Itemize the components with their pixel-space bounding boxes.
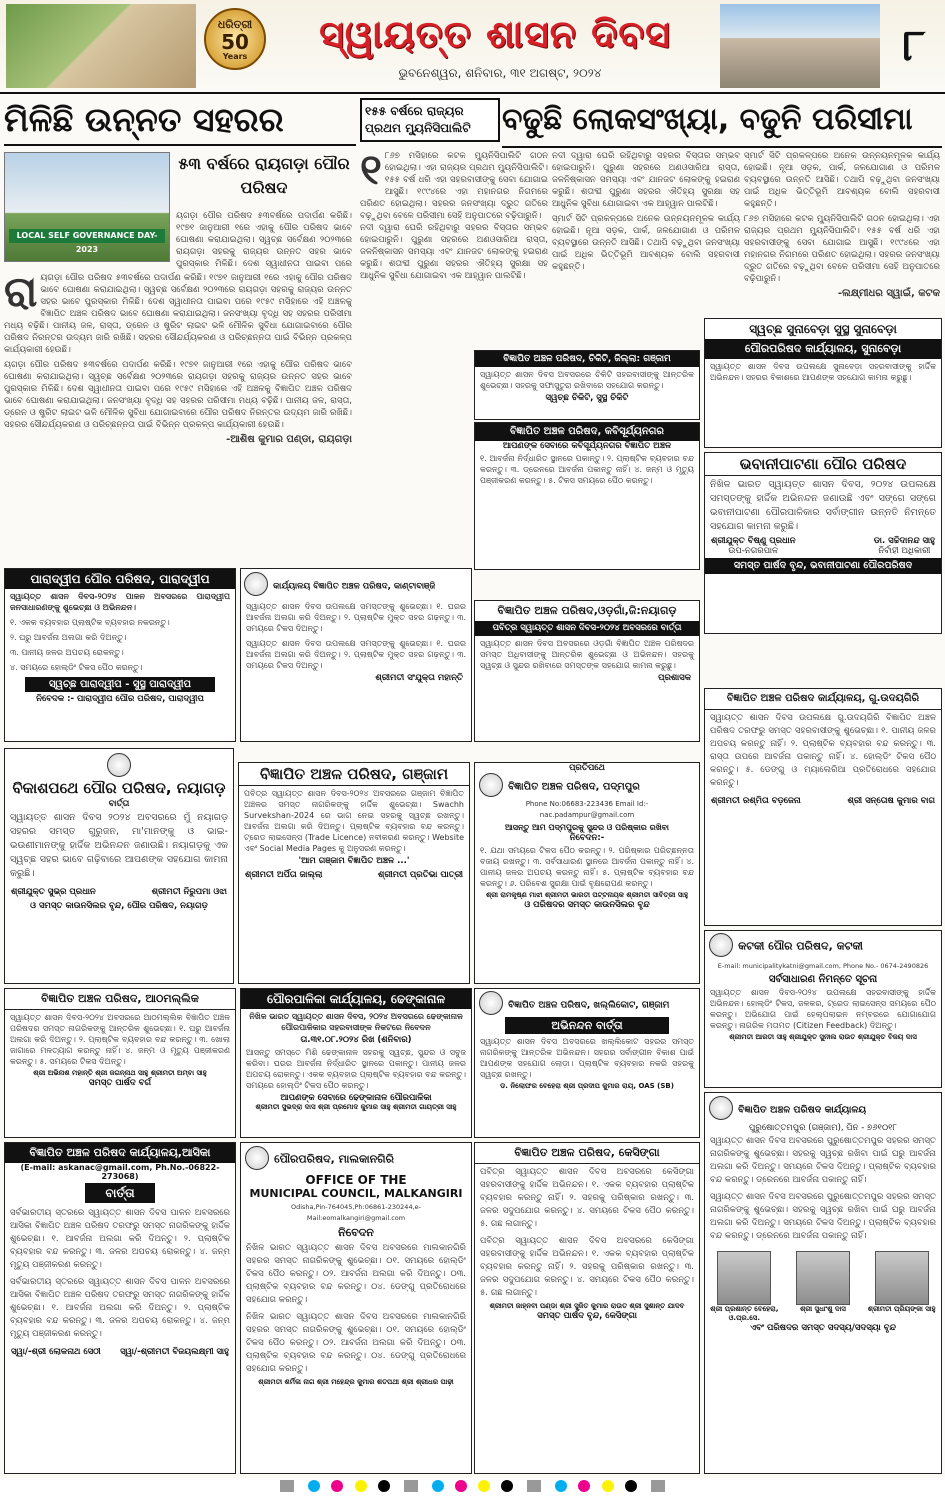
ad-paradip-lead: ସ୍ୱାୟତ୍ତ ଶାସନ ଦିବସ-୨୦୨୪ ପାଳନ ଅବସରରେ ପାରାଦ୍ୱୀପ ଜନସାଧାରଣଙ୍କୁ ଶୁଭେଚ୍ଛା ଓ ଅଭିନନ୍ଦନ। [10,592,230,612]
ad-odagaon-sub: ପବିତ୍ର ସ୍ୱାୟତ୍ତ ଶାସନ ଦିବସ-୨୦୨୪ ଅବସରରେ ବାର୍ତ୍ତା [475,621,699,636]
cyan-dot [432,1480,444,1492]
portrait-2 [796,1251,850,1305]
ad-odagaon [474,600,700,742]
ad-bhawani-sign-left [711,536,796,556]
ad-paradip [4,568,236,742]
yellow-dot [602,1480,614,1492]
ad-dhenkanal-sign: ଶ୍ରୀମତୀ ସୁଭଦ୍ରା ଦାସ ଶ୍ରୀ ପ୍ରମୋଦ କୁମାର ସାହୁ ଶ୍ରୀମତୀ ଗାୟତ୍ରୀ ସାହୁ [255,1103,457,1111]
story-photo [4,152,170,262]
ad-asika-body: ସର୍ବଭାରତୀୟ ସ୍ତରରେ ସ୍ୱାୟତ୍ତ ଶାସନ ଦିବସ ପାଳନ ଅବସରରେ ଆସିକା ବିଜ୍ଞାପିତ ଅଞ୍ଚଳ ପରିଷଦ ତରଫରୁ ସମସ୍ତ ନାଗରିକଙ୍କୁ ହାର୍ଦ୍ଦିକ ଶୁଭେଚ୍ଛା। ୧. ଆବର୍ଜନା ଅଲଗା କରି ଦିଅନ୍ତୁ। ୨. ପ୍ଲାଷ୍ଟିକ ବ୍ୟବହାର ବନ୍ଦ କରନ୍ତୁ। ୩. ଜଳର ଅପଚୟ ରୋକନ୍ତୁ। ୪. ଜନ୍ମ ମୃତ୍ୟୁ ପଞ୍ଜୀକରଣ କରନ୍ତୁ। [10,1208,230,1270]
ad-paradip-p2: ୨. ଘରୁ ଆବର୍ଜନା ଅଲଗା କରି ଦିଅନ୍ତୁ। [10,633,127,642]
logo-top-text: ଧରିତ୍ରୀ [217,17,253,31]
ad-puru-person-3: ଶ୍ରୀମତୀ ପ୍ରିୟଙ୍କା ସାହୁ [867,1305,936,1313]
emblem-icon [709,1096,733,1120]
ad-chikiti-title: ବିଜ୍ଞାପିତ ଅଞ୍ଚଳ ପରିଷଦ, ଚିକିଟି, ଜିଲ୍ଲା: ଗଞ୍ଜାମ [475,351,699,367]
anniversary-logo [204,8,266,70]
ad-udayagiri-sign-right: ଶ୍ରୀ ସନ୍ତୋଷ କୁମାର ବାଗ [847,796,935,806]
ad-kantabanji-title: କାର୍ଯ୍ୟାଳୟ ବିଜ୍ଞାପିତ ଅଞ୍ଚଳ ପରିଷଦ, କାଣ୍ଟାବାଞ୍ଜି [273,581,436,592]
ad-khallikot-sign: ଡ. ନିଲୋଫର ବେହେରା ଶ୍ରୀ ପ୍ରଦୀପ କୁମାର ରାୟ, OAS (SB) [500,1082,674,1090]
ad-puru-person-2: ଶ୍ରୀ ସୁଧାଂଶୁ ଦାସ [800,1305,846,1313]
ad-bhawanipatna [704,452,942,634]
ad-kesinga-body2: ପବିତ୍ର ସ୍ୱାୟତ୍ତ ଶାସନ ଦିବସ ଅବସରରେ କେସିଙ୍ଗା ସହରବାସୀଙ୍କୁ ହାର୍ଦ୍ଦିକ ଅଭିନନ୍ଦନ। ୧. ଏକକ ବ୍ୟବହାର ପ୍ଲାଷ୍ଟିକ ବ୍ୟବହାର କରନ୍ତୁ ନାହିଁ। ୨. ସହରକୁ ପରିଷ୍କାର ରଖନ୍ତୁ। ୩. ଜଳର ସଦୁପଯୋଗ କରନ୍ତୁ। ୪. ସମୟରେ ଟିକସ ପୈଠ କରନ୍ତୁ। ୫. ଗଛ ଲଗାନ୍ତୁ। [480,1236,694,1298]
headline-left: ମିଳିଛି ଉନ୍ନତ ସହରର [4,94,356,146]
yellow-dot [478,1480,490,1492]
portrait-1 [717,1251,771,1305]
ad-kantabanji [240,568,472,742]
black-dot [501,1480,513,1492]
ad-katni-header [705,931,941,959]
story-left-text-cont: ୟଗଡ଼ା ପୌର ପରିଷଦ ୫୩ବର୍ଷରେ ପଦାର୍ପଣ କରିଛି। ୧୯୭୧ ଜାନୁଆରୀ ୧ରେ ଏହାକୁ ପୌର ପରିଷଦ ଭାବେ ଘୋଷଣା କରାଯାଇଥିଲା। ସ୍ୱଚ୍ଛ ସର୍ବେକ୍ଷଣ ୨୦୨୩ରେ ରାୟଗଡ଼ା ସହରକୁ ରାଜ୍ୟର ଉନ୍ନତ ସହର ଭାବେ ପୁରସ୍କାର ମିଳିଛି। ଦେଶ ସ୍ୱାଧୀନତା ପାଇବା ପରେ ୧୯୫୯ ମସିହାରେ ଏହି ଅଞ୍ଚଳକୁ ବିଜ୍ଞାପିତ ଅଞ୍ଚଳ ପରିଷଦ ଭାବେ ଘୋଷଣା କରାଯାଇଥିଲା। ଜନସଂଖ୍ୟା ବୃଦ୍ଧି ସହ ସହରର ପରିସୀମା ମଧ୍ୟ ବଢ଼ିଛି। ପାନୀୟ ଜଳ, ରାସ୍ତା, ଡ୍ରେନ ଓ ଷ୍ଟ୍ରିଟ ଲାଇଟ ଭଳି ମୌଳିକ ସୁବିଧା ଯୋଗାଇବାରେ ପୌର ପରିଷଦ ନିରନ୍ତର ଉଦ୍ୟମ ଜାରି ରଖିଛି। ସହରର ସୌନ୍ଦର୍ଯ୍ୟକରଣ ଓ ପରିଚ୍ଛନ୍ନତା ପାଇଁ ବିଭିନ୍ନ ପ୍ରକଳ୍ପ କାର୍ଯ୍ୟକାରୀ ହେଉଛି। [4,360,352,430]
ad-puru-person-1: ଶ୍ରୀ ପ୍ରଶାନ୍ତ ବେହେରା, ଓ.ପ୍ର.ସେ. [710,1305,779,1322]
ad-khallikot-body: ସ୍ୱାୟତ୍ତ ଶାସନ ଦିବସ ଅବସରରେ ଖଲ୍ଲିକୋଟ ସହରର ସମସ୍ତ ନାଗରିକଙ୍କୁ ଆନ୍ତରିକ ଅଭିନନ୍ଦନ। ସହରର ସର୍ବାଙ୍ଗୀନ ବିକାଶ ପାଇଁ ଆପଣଙ୍କ ସହଯୋଗ ଲୋଡ଼ା। ପ୍ଲାଷ୍ଟିକ ବ୍ୟବହାର ନକରି ସହରକୁ ସ୍ୱଚ୍ଛ ରଖନ୍ତୁ। [480,1037,694,1079]
ad-udayagiri [704,688,942,926]
ad-padampur-heading: ନିବେଦନ:- [569,833,605,843]
ad-puru-body: ସ୍ୱାୟତ୍ତ ଶାସନ ଦିବସ ଅବସରରେ ପୁରୁଷୋତ୍ତମପୁର ସହରର ସମସ୍ତ ନାଗରିକଙ୍କୁ ଶୁଭେଚ୍ଛା। ସହରକୁ ସ୍ୱଚ୍ଛ ରଖିବା ପାଇଁ ଘରୁ ଆବର୍ଜନା ଅଲଗା କରି ଦିଅନ୍ତୁ। ସମୟରେ ଟିକସ ଦିଅନ୍ତୁ। ପ୍ଲାଷ୍ଟିକ ବ୍ୟବହାର ବନ୍ଦ କରନ୍ତୁ। ଡ୍ରେନରେ ଆବର୍ଜନା ପକାନ୍ତୁ ନାହିଁ। [710,1136,936,1185]
ad-udayagiri-signs [705,792,941,810]
ad-kabisuryanagar [474,422,700,570]
ad-odagaon-signature: ପ୍ରଶାସକ [658,673,691,683]
ad-nayagarh-emblem-wrap [5,749,233,777]
portrait-3 [875,1251,929,1305]
ad-athmallik [4,988,236,1138]
masthead [0,0,945,92]
ad-ganjam-signs [239,866,469,884]
ad-asika-body2: ସର୍ବଭାରତୀୟ ସ୍ତରରେ ସ୍ୱାୟତ୍ତ ଶାସନ ଦିବସ ପାଳନ ଅବସରରେ ଆସିକା ବିଜ୍ଞାପିତ ଅଞ୍ଚଳ ପରିଷଦ ତରଫରୁ ସମସ୍ତ ନାଗରିକଙ୍କୁ ହାର୍ଦ୍ଦିକ ଶୁଭେଚ୍ଛା। ୧. ଆବର୍ଜନା ଅଲଗା କରି ଦିଅନ୍ତୁ। ୨. ପ୍ଲାଷ୍ଟିକ ବ୍ୟବହାର ବନ୍ଦ କରନ୍ତୁ। ୩. ଜଳର ଅପଚୟ ରୋକନ୍ତୁ। ୪. ଜନ୍ମ ମୃତ୍ୟୁ ପଞ୍ଜୀକରଣ କରନ୍ତୁ। [10,1277,230,1339]
ad-puru-sub: ପୁରୁଷୋତ୍ତମପୁର (ଗଞ୍ଜାମ), ପିନ - ୭୬୧୦୧୮ [749,1123,897,1133]
ad-nayagarh-body: ସ୍ୱାୟତ୍ତ ଶାସନ ଦିବସ ୨୦୨୪ ଅବସରରେ ମୁଁ ନୟାଗଡ଼ ସହରର ସମସ୍ତ ଗୁରୁଜନ, ମା'ମାନଙ୍କୁ ଓ ଭାଇ-ଭଉଣୀମାନଙ୍କୁ ହାର୍ଦ୍ଦିକ ଅଭିନନ୍ଦନ ଜଣାଉଛି। ନୟାଗଡ଼କୁ ଏକ ସ୍ୱଚ୍ଛ ସହର ଭାବେ ଗଢ଼ିବାରେ ଆପଣଙ୍କ ସହଯୋଗ କାମନା କରୁଛି। [10,812,228,879]
ad-asika-sign-right: ସ୍ୱା/-ଶ୍ରୀମତୀ ବିଜୟଲକ୍ଷ୍ମୀ ସାହୁ [120,1347,229,1357]
ad-bhawani-sign-left-name: ଶ୍ରୀଯୁକ୍ତ ବିଷ୍ଣୁ ପ୍ରଧାନ [711,536,796,546]
emblem-icon [245,1146,269,1170]
emblem-icon [709,933,733,957]
ad-kesinga-title: ବିଜ୍ଞାପିତ ଅଞ୍ଚଳ ପରିଷଦ, କେସିଙ୍ଗା [475,1143,699,1164]
ad-malkangiri-body: ନିଖିଳ ଭାରତ ସ୍ୱାୟତ୍ତ ଶାସନ ଦିବସ ଅବସରରେ ମାଲକାନଗିରି ସହରର ସମସ୍ତ ନାଗରିକଙ୍କୁ ଶୁଭେଚ୍ଛା। ୦୧. ସମୟରେ ହୋଲ୍ଡିଂ ଟିକସ ପୈଠ କରନ୍ତୁ। ୦୨. ଆବର୍ଜନା ଅଲଗା କରି ଦିଅନ୍ତୁ। ୦୩. ପ୍ଲାଷ୍ଟିକ ବ୍ୟବହାର ବନ୍ଦ କରନ୍ତୁ। ୦୪. ଡେଙ୍ଗୁ ପ୍ରତିରୋଧରେ ସହଯୋଗ କରନ୍ତୁ। [246,1243,466,1305]
ad-bhawani-sign-right-name: ଡା. ସଚ୍ଚିଦାନନ୍ଦ ସାହୁ [873,536,935,546]
ad-ganjam-sign-left: ଶ୍ରୀମତୀ ଅର୍ପିତା ଜାଲ୍ଲା [245,870,323,880]
ad-dhenkanal [240,988,472,1138]
ad-padampur-signature: ଶ୍ରୀ ରାମକୃଷ୍ଣ ମାଝୀ ଶ୍ରୀମତୀ ଭାରତୀ ପଟ୍ଟନାୟକ ଶ୍ରୀମତୀ ସାବିତ୍ରୀ ସାହୁ [485,891,689,899]
ad-kantabanji-header [241,569,471,599]
story-right-byline: -ଲକ୍ଷ୍ମୀଧର ସ୍ୱାଇଁ, କଟକ [837,288,940,299]
ad-paradip-p4: ୪. ସମୟରେ ହୋଲ୍ଡିଂ ଟିକସ ପୈଠ କରନ୍ତୁ। [10,663,143,672]
ad-katni-sign: ଶ୍ରୀମତୀ ଆରତୀ ସାହୁ ଶ୍ରୀଯୁକ୍ତ ସୁନୀଲ ରାଉତ ଶ୍ରୀଯୁକ୍ତ ବିଜୟ ଦାସ [729,1033,917,1041]
ad-puru-footer: ଏବଂ ପରିଷଦର ସମସ୍ତ ସଦସ୍ୟ/ସଦସ୍ୟା ବୃନ୍ଦ [750,1323,896,1333]
ad-dhenkanal-body: ଆସନ୍ତୁ ସମସ୍ତେ ମିଶି ଢେଙ୍କାନାଳ ସହରକୁ ସ୍ୱଚ୍ଛ, ସୁନ୍ଦର ଓ ସବୁଜ କରିବା। ଘରର ଆବର୍ଜନା ନିର୍ଦ୍ଧାରିତ ସ୍ଥାନରେ ପକାନ୍ତୁ। ପାନୀୟ ଜଳର ଅପଚୟ ରୋକନ୍ତୁ। ଏକକ ବ୍ୟବହାର ପ୍ଲାଷ୍ଟିକ ବ୍ୟବହାର ବନ୍ଦ କରନ୍ତୁ। ସମୟରେ ହୋଲ୍ଡିଂ ଟିକସ ପୈଠ କରନ୍ତୁ। [246,1048,466,1090]
ad-khallikot-header [475,989,699,1017]
ad-athmallik-body: ସ୍ୱାୟତ୍ତ ଶାସନ ଦିବସ-୨୦୨୪ ଅବସରରେ ଆଠମଲ୍ଲିକ ବିଜ୍ଞାପିତ ଅଞ୍ଚଳ ପରିଷଦର ସମସ୍ତ ନାଗରିକଙ୍କୁ ଆନ୍ତରିକ ଶୁଭେଚ୍ଛା। ୧. ଘରୁ ଆବର୍ଜନା ଅଲଗା କରି ଦିଅନ୍ତୁ। ୨. ପ୍ଲାଷ୍ଟିକ ବ୍ୟବହାର ବନ୍ଦ କରନ୍ତୁ। ୩. ଖୋଲା ଜାଗାରେ ମଳତ୍ୟାଗ କରନ୍ତୁ ନାହିଁ। ୪. ଜନ୍ମ ଓ ମୃତ୍ୟୁ ପଞ୍ଜୀକରଣ କରନ୍ତୁ। ୫. ସମୟରେ ଟିକସ ଦିଅନ୍ତୁ। [10,1013,230,1066]
emblem-icon [479,991,503,1015]
ad-chikiti-body: ସ୍ୱାୟତ୍ତ ଶାସନ ଦିବସ ଅବସରରେ ଚିକିଟି ସହରବାସୀଙ୍କୁ ଆନ୍ତରିକ ଶୁଭେଚ୍ଛା। ସହରକୁ ସଫାସୁତୁରା ରଖିବାରେ ସହଯୋଗ କରନ୍ତୁ। [480,370,694,390]
emblem-icon [244,572,268,596]
story-left-text: ୟଗଡ଼ା ପୌର ପରିଷଦ ୫୩ବର୍ଷରେ ପଦାର୍ପଣ କରିଛି। ୧୯୭୧ ଜାନୁଆରୀ ୧ରେ ଏହାକୁ ପୌର ପରିଷଦ ଭାବେ ଘୋଷଣା କରାଯାଇଥିଲା। ସ୍ୱଚ୍ଛ ସର୍ବେକ୍ଷଣ ୨୦୨୩ରେ ରାୟଗଡ଼ା ସହରକୁ ରାଜ୍ୟର ଉନ୍ନତ ସହର ଭାବେ ପୁରସ୍କାର ମିଳିଛି। ଦେଶ ସ୍ୱାଧୀନତା ପାଇବା ପରେ ୧୯୫୯ ମସିହାରେ ଏହି ଅଞ୍ଚଳକୁ ବିଜ୍ଞାପିତ ଅଞ୍ଚଳ ପରିଷଦ ଭାବେ ଘୋଷଣା କରାଯାଇଥିଲା। ଜନସଂଖ୍ୟା ବୃଦ୍ଧି ସହ ସହରର ପରିସୀମା ମଧ୍ୟ ବଢ଼ିଛି। ପାନୀୟ ଜଳ, ରାସ୍ତା, ଡ୍ରେନ ଓ ଷ୍ଟ୍ରିଟ ଲାଇଟ ଭଳି ମୌଳିକ ସୁବିଧା ଯୋଗାଇବାରେ ପୌର ପରିଷଦ ନିରନ୍ତର ଉଦ୍ୟମ ଜାରି ରଖିଛି। ସହରର ସୌନ୍ଦର୍ଯ୍ୟକରଣ ଓ ପରିଚ୍ଛନ୍ନତା ପାଇଁ ବିଭିନ୍ନ ପ୍ରକଳ୍ପ କାର୍ଯ୍ୟକାରୀ ହେଉଛି। [4,273,352,355]
story-right-col2-text: ନଦୀ ଦ୍ୱାରା ଘେରି ରହିଥିବାରୁ ସହରର ବିସ୍ତାର ସମ୍ଭବ ହୋଇପାରୁନି। ପୁରୁଣା ସହରରେ ଅଣଓସାରିଆ ରାସ୍ତା, ଜଳନିଷ୍କାସନ ସମସ୍ୟା ଏବଂ ଯାନଜଟ ଲୋକଙ୍କୁ ହଇରାଣ କରୁଛି। ଶତାବ୍ଦୀ ପୁରୁଣା ସହରର ଐତିହ୍ୟ ସୁରକ୍ଷା ସହ ଆଧୁନିକ ସୁବିଧା ଯୋଗାଇବା ଏକ ଆହ୍ୱାନ ପାଲଟିଛି। [552,151,740,209]
ad-malkangiri-body2: ନିଖିଳ ଭାରତ ସ୍ୱାୟତ୍ତ ଶାସନ ଦିବସ ଅବସରରେ ମାଲକାନଗିରି ସହରର ସମସ୍ତ ନାଗରିକଙ୍କୁ ଶୁଭେଚ୍ଛା। ୦୧. ସମୟରେ ହୋଲ୍ଡିଂ ଟିକସ ପୈଠ କରନ୍ତୁ। ୦୨. ଆବର୍ଜନା ଅଲଗା କରି ଦିଅନ୍ତୁ। ୦୩. ପ୍ଲାଷ୍ଟିକ ବ୍ୟବହାର ବନ୍ଦ କରନ୍ତୁ। ୦୪. ଡେଙ୍ଗୁ ପ୍ରତିରୋଧରେ ସହଯୋଗ କରନ୍ତୁ। [246,1312,466,1374]
magenta-dot [578,1480,590,1492]
ad-malkangiri-contact: Odisha,Pin-764045,Ph:06861-230244,e-Mail:eomalkangiri@gmail.com [290,1203,421,1222]
ad-ganjam-sign-right: ଶ୍ରୀମତୀ ପ୍ରତିଭା ପାତ୍ରୀ [378,870,463,880]
ad-asika-sign-left: ସ୍ୱା/-ଶ୍ରୀ ଲୋକନାଥ ସେଠୀ [11,1347,101,1357]
dropcap-right: ୧ [360,150,382,194]
headline-right: ବଢୁଛି ଲୋକସଂଖ୍ୟା, ବଢୁନି ପରିସୀମା [502,102,913,137]
ad-malkangiri-sub: ନିବେଦନ [338,1226,374,1239]
ad-bhawani-sign-left-role: ଉପ-ନଗରପାଳ [728,546,779,556]
cyan-dot [555,1480,567,1492]
ad-athmallik-footer: ସମସ୍ତ ପାର୍ଷଦ ବର୍ଗ [88,1078,152,1088]
ad-khallikot [474,988,700,1138]
ad-puru-photos [705,1251,941,1305]
ad-kesinga-body: ପବିତ୍ର ସ୍ୱାୟତ୍ତ ଶାସନ ଦିବସ ଅବସରରେ କେସିଙ୍ଗା ସହରବାସୀଙ୍କୁ ହାର୍ଦ୍ଦିକ ଅଭିନନ୍ଦନ। ୧. ଏକକ ବ୍ୟବହାର ପ୍ଲାଷ୍ଟିକ ବ୍ୟବହାର କରନ୍ତୁ ନାହିଁ। ୨. ସହରକୁ ପରିଷ୍କାର ରଖନ୍ତୁ। ୩. ଜଳର ସଦୁପଯୋଗ କରନ୍ତୁ। ୪. ସମୟରେ ଟିକସ ପୈଠ କରନ୍ତୁ। ୫. ଗଛ ଲଗାନ୍ତୁ। [480,1167,694,1229]
ad-paradip-slogan: ସ୍ୱଚ୍ଛ ପାରାଦ୍ୱୀପ - ସୁସ୍ଥ ପାରାଦ୍ୱୀପ [25,677,215,692]
ad-udayagiri-sign-left: ଶ୍ରୀମତୀ ରଶ୍ମିତା ବଡ଼ଜେନା [711,796,801,806]
story-left-intro-text: ୟଗଡ଼ା ପୌର ପରିଷଦ ୫୩ବର୍ଷରେ ପଦାର୍ପଣ କରିଛି। ୧୯୭୧ ଜାନୁଆରୀ ୧ରେ ଏହାକୁ ପୌର ପରିଷଦ ଭାବେ ଘୋଷଣା କରାଯାଇଥିଲା। ସ୍ୱଚ୍ଛ ସର୍ବେକ୍ଷଣ ୨୦୨୩ରେ ରାୟଗଡ଼ା ସହରକୁ ରାଜ୍ୟର ଉନ୍ନତ ସହର ଭାବେ ପୁରସ୍କାର ମିଳିଛି। ଦେଶ ସ୍ୱାଧୀନତା ପାଇବା ପରେ [176,211,352,269]
ad-nayagarh [4,748,234,984]
ad-padampur-sub: ଆସନ୍ତୁ ଆମ ପଦ୍ମପୁରକୁ ସୁନ୍ଦର ଓ ପରିଷ୍କାର ରଖିବା [505,823,669,832]
ad-malkangiri-title-en1: OFFICE OF THE [305,1173,407,1187]
ad-kabi-body: ୧. ଆବର୍ଜନା ନିର୍ଦ୍ଧାରିତ ସ୍ଥାନରେ ପକାନ୍ତୁ। ୨. ପ୍ଲାଷ୍ଟିକ ବ୍ୟବହାର ବନ୍ଦ କରନ୍ତୁ। ୩. ଡ୍ରେନରେ ଆବର୍ଜନା ପକାନ୍ତୁ ନାହିଁ। ୪. ଜନ୍ମ ଓ ମୃତ୍ୟୁ ପଞ୍ଜୀକରଣ କରନ୍ତୁ। ୫. ଟିକସ ସମୟରେ ପୈଠ କରନ୍ତୁ। [480,454,694,485]
ad-sunabeda [704,318,942,448]
ad-dhenkanal-sub: ନିଖିଳ ଭାରତ ସ୍ୱାୟତ୍ତ ଶାସନ ଦିବସ, ୨୦୨୪ ଅବସରରେ ଢେଙ୍କାନାଳ ପୌରପାଳିକାର ସହରବାସୀଙ୍କ ନିକଟରେ ନିବେଦନ [249,1012,463,1032]
cyan-dot [308,1480,320,1492]
ad-purushottampur [704,1092,942,1474]
ad-athmallik-title: ବିଜ୍ଞାପିତ ଅଞ୍ଚଳ ପରିଷଦ, ଆଠମଲ୍ଲିକ [5,989,235,1010]
ad-nayagarh-sign-left: ଶ୍ରୀଯୁକ୍ତ ସୁଭ୍ର ପ୍ରଧାନ [11,887,96,897]
ad-padampur-top: ପ୍ରତିପଥେ [569,763,605,773]
headline-kicker: ୧୫୫ ବର୍ଷରେ ରାଜ୍ୟର ପ୍ରଥମ ମ୍ୟୁନିସିପାଲିଟି [360,98,500,142]
story-right-col1-text: ୮୬୭ ମସିହାରେ କଟକ ମ୍ୟୁନିସିପାଲିଟି ଗଠନ ହୋଇଥିଲା। ଏହା ରାଜ୍ୟର ପ୍ରଥମ ମ୍ୟୁନିସିପାଲିଟି। ୧୫୫ ବର୍ଷ ଧରି ଏହା ସହରବାସୀଙ୍କୁ ସେବା ଯୋଗାଇ ଆସୁଛି। ୧୯୯୪ରେ ଏହା ମହାନଗର ନିଗମରେ ପରିଣତ ହୋଇଥିଲା। ସହରର ଜନସଂଖ୍ୟା ଦ୍ରୁତ ଗତିରେ ବଢ଼ୁଥିବା ବେଳେ ପରିସୀମା ସେହି ଅନୁପାତରେ ବଢ଼ିପାରୁନି। [360,151,548,221]
ad-katni [704,930,942,1088]
ad-kantabanji-signature: ଶ୍ରୀମତୀ ସଂଯୁକ୍ତା ମହାନ୍ତି [375,673,463,683]
page-number: ୮ [902,20,926,71]
ad-chikiti-slogan: ସ୍ୱଚ୍ଛ ଚିକିଟି, ସୁସ୍ଥ ଚିକିଟି [545,393,629,403]
ad-malkangiri-title-en2: MUNICIPAL COUNCIL, MALKANGIRI [249,1187,463,1200]
ad-udayagiri-body: ସ୍ୱାୟତ୍ତ ଶାସନ ଦିବସ ଉପଲକ୍ଷେ ଗୁ.ଉଦୟଗିରି ବିଜ୍ଞାପିତ ଅଞ୍ଚଳ ପରିଷଦ ତରଫରୁ ସମସ୍ତ ସହରବାସୀଙ୍କୁ ଶୁଭେଚ୍ଛା। ୧. ପାନୀୟ ଜଳର ଅପଚୟ କରନ୍ତୁ ନାହିଁ। ୨. ପ୍ଲାଷ୍ଟିକ ବ୍ୟବହାର ବନ୍ଦ କରନ୍ତୁ। ୩. ରାସ୍ତା ଉପରେ ଆବର୍ଜନା ପକାନ୍ତୁ ନାହିଁ। ୪. ହୋଲ୍ଡିଂ ଟିକସ ପୈଠ କରନ୍ତୁ। ୫. ଡେଙ୍ଗୁ ଓ ମ୍ୟାଲେରିଆ ପ୍ରତିରୋଧରେ ସହଯୋଗ କରନ୍ତୁ। [710,713,936,788]
masthead-photo-left [6,4,196,88]
story-right-col3 [744,150,940,345]
ad-asika-sub: ବାର୍ତ୍ତା [85,1183,155,1203]
logo-number: 50 [221,29,249,54]
photo-banner: LOCAL SELF GOVERNANCE DAY-2023 [9,229,165,243]
ad-dhenkanal-title: ପୌରପାଳିକା କାର୍ଯ୍ୟାଳୟ, ଢେଙ୍କାନାଳ [241,989,471,1009]
ad-asika-title: ବିଜ୍ଞାପିତ ଅଞ୍ଚଳ ପରିଷଦ କାର୍ଯ୍ୟାଳୟ,ଆସିକା [5,1143,235,1163]
gray-block [280,1480,294,1492]
dropcap: ରା [4,272,38,316]
ad-paradip-signature: ନିବେଦକ :- ପାରାଦ୍ୱୀପ ପୌର ପରିଷଦ, ପାରାଦ୍ୱୀପ [36,694,204,704]
ad-udayagiri-title: ବିଜ୍ଞାପିତ ଅଞ୍ଚଳ ପରିଷଦ କାର୍ଯ୍ୟାଳୟ, ଗୁ.ଉଦୟଗିରି [705,689,941,710]
ad-dhenkanal-date: ତା.୩୧.୦୮.୨୦୨୪ ରିଖ (ଶନିବାର) [300,1035,412,1045]
ad-padampur-title: ବିଜ୍ଞାପିତ ଅଞ୍ଚଳ ପରିଷଦ, ପଦ୍ମପୁର [508,781,640,793]
gray-block [651,1480,665,1492]
ad-katni-body: ସ୍ୱାୟତ୍ତ ଶାସନ ଦିବସ-୨୦୨୪ ଉପଲକ୍ଷେ ସହରବାସୀଙ୍କୁ ହାର୍ଦ୍ଦିକ ଅଭିନନ୍ଦନ। ହୋଲ୍ଡିଂ ଟିକସ, ଜଳକର, ଟ୍ରେଡ ଲାଇସେନ୍ସ ସମୟରେ ପୈଠ କରନ୍ତୁ। ଅଭିଯୋଗ ପାଇଁ ହେଲ୍ପଲାଇନ ନମ୍ବରରେ ଯୋଗାଯୋଗ କରନ୍ତୁ। ନାଗରିକ ମତାମତ (Citizen Feedback) ଦିଅନ୍ତୁ। [710,988,936,1030]
ad-sunabeda-slogan: ସ୍ୱଚ୍ଛ ସୁନାବେଡ଼ା ସୁସ୍ଥ ସୁନାବେଡ଼ା [749,322,897,336]
ad-asika [4,1142,236,1474]
ad-kesinga [474,1142,700,1474]
ad-khallikot-sub: ଅଭିନନ୍ଦନ ବାର୍ତ୍ତା [505,1017,669,1034]
story-right-col2-cont: ସ୍ମାର୍ଟ ସିଟି ପ୍ରକଳ୍ପରେ ଅନେକ ଉନ୍ନୟନମୂଳକ କାର୍ଯ୍ୟ ହୋଇଛି। ନୂଆ ସଡ଼କ, ପାର୍କ, ଜଳଯୋଗାଣ ଓ ପରିମଳ ବ୍ୟବସ୍ଥାରେ ଉନ୍ନତି ଆସିଛି। ତଥାପି ବଢ଼ୁଥିବା ଜନସଂଖ୍ୟା ପାଇଁ ଅଧିକ ଭିତ୍ତିଭୂମି ଆବଶ୍ୟକ ବୋଲି ସହରବାସୀ କହୁଛନ୍ତି। [552,214,740,272]
magenta-dot [331,1480,343,1492]
ad-athmallik-sign: ଶ୍ରୀ ଅଭିନାଶ ମହାନ୍ତି ଶ୍ରୀ ଜଗନ୍ନାଥ ସାହୁ ଶ୍ରୀମତୀ ଅମ୍ବା ସାହୁ [33,1069,207,1077]
page-title: ସ୍ୱାୟତ୍ତ ଶାସନ ଦିବସ [319,12,671,56]
ad-ganjam-slogan: 'ଆମ ଗଞ୍ଜାମ ବିଜ୍ଞାପିତ ଅଞ୍ଚଳ ...' [298,856,410,866]
story-left-byline: -ଆଶିଷ କୁମାର ପଣ୍ଡା, ରାୟଗଡ଼ା [226,434,352,445]
ad-malkangiri-header [241,1143,471,1173]
ad-chikiti [474,350,700,420]
ad-paradip-p3: ୩. ପାନୀୟ ଜଳର ଅପଚୟ ରୋକନ୍ତୁ। [10,648,124,657]
dateline: ଭୁବନେଶ୍ୱର, ଶନିବାର, ୩୧ ଅଗଷ୍ଟ, ୨୦୨୪ [398,66,602,80]
ad-puru-title: ବିଜ୍ଞାପିତ ଅଞ୍ଚଳ ପରିଷଦ କାର୍ଯ୍ୟାଳୟ [738,1104,867,1116]
ad-kabi-title: ବିଜ୍ଞାପିତ ଅଞ୍ଚଳ ପରିଷଦ, କବିସୂର୍ଯ୍ୟନଗର [475,423,699,441]
masthead-photo-right [720,4,880,88]
ad-kesinga-sign: ଶ୍ରୀମତୀ ଜାହ୍ନବୀ ପଣ୍ଡା ଶ୍ରୀ ସୁଜିତ କୁମାର ରାଉତ ଶ୍ରୀ ସୁଶାନ୍ତ ଯାଦବ [489,1302,685,1310]
yellow-dot [355,1480,367,1492]
ad-kantabanji-body2: ସ୍ୱାୟତ୍ତ ଶାସନ ଦିବସ ଉପଲକ୍ଷେ ସମସ୍ତଙ୍କୁ ଶୁଭେଚ୍ଛା। ୧. ଘରର ଆବର୍ଜନା ଅଲଗା କରି ଦିଅନ୍ତୁ। ୨. ପ୍ଲାଷ୍ଟିକ ମୁକ୍ତ ସହର ଗଢ଼ନ୍ତୁ। ୩. ସମୟରେ ଟିକସ ଦିଅନ୍ତୁ। [246,639,466,670]
story-right-col2 [552,150,740,345]
ad-padampur [474,762,700,984]
ad-nayagarh-sub: ବାର୍ତ୍ତା [108,799,130,809]
logo-years: Years [222,51,248,61]
ad-odagaon-title: ବିଜ୍ଞାପିତ ଅଞ୍ଚଳ ପରିଷଦ,ଓଡ଼ଗାଁ,ଜି:ନୟାଗଡ଼ [497,604,677,617]
story-right-col3-text: ସ୍ମାର୍ଟ ସିଟି ପ୍ରକଳ୍ପରେ ଅନେକ ଉନ୍ନୟନମୂଳକ କାର୍ଯ୍ୟ ହୋଇଛି। ନୂଆ ସଡ଼କ, ପାର୍କ, ଜଳଯୋଗାଣ ଓ ପରିମଳ ବ୍ୟବସ୍ଥାରେ ଉନ୍ନତି ଆସିଛି। ତଥାପି ବଢ଼ୁଥିବା ଜନସଂଖ୍ୟା ପାଇଁ ଅଧିକ ଭିତ୍ତିଭୂମି ଆବଶ୍ୟକ ବୋଲି ସହରବାସୀ କହୁଛନ୍ତି। [744,151,940,209]
ad-bhawani-title: ଭବାନୀପାଟଣା ପୌର ପରିଷଦ [705,453,941,476]
story-right-col3-cont: ୮୬୭ ମସିହାରେ କଟକ ମ୍ୟୁନିସିପାଲିଟି ଗଠନ ହୋଇଥିଲା। ଏହା ରାଜ୍ୟର ପ୍ରଥମ ମ୍ୟୁନିସିପାଲିଟି। ୧୫୫ ବର୍ଷ ଧରି ଏହା ସହରବାସୀଙ୍କୁ ସେବା ଯୋଗାଇ ଆସୁଛି। ୧୯୯୪ରେ ଏହା ମହାନଗର ନିଗମରେ ପରିଣତ ହୋଇଥିଲା। ସହରର ଜନସଂଖ୍ୟା ଦ୍ରୁତ ଗତିରେ ବଢ଼ୁଥିବା ବେଳେ ପରିସୀମା ସେହି ଅନୁପାତରେ ବଢ଼ିପାରୁନି। [744,214,940,284]
ad-bhawani-sign-right [874,536,935,556]
ad-sunabeda-body: ସ୍ୱାୟତ୍ତ ଶାସନ ଦିବସ ଉପଲକ୍ଷେ ସୁନାବେଡ଼ା ସହରବାସୀଙ୍କୁ ହାର୍ଦ୍ଦିକ ଅଭିନନ୍ଦନ। ସହରର ବିକାଶରେ ଆପଣଙ୍କ ସହଯୋଗ କାମନା କରୁଛୁ। [710,362,936,382]
ad-malkangiri-sign: ଶ୍ରୀମତୀ ଶର୍ମିଳା ନାଗ ଶ୍ରୀ ମହେନ୍ଦ୍ର କୁମାର ଶତପଥୀ ଶ୍ରୀ ଶ୍ରୀଧର ପାଢ଼ୀ [258,1378,454,1386]
emblem-icon [479,773,503,797]
gray-block [404,1480,418,1492]
ad-ganjam [238,762,470,984]
story-left-intro [176,210,352,270]
ad-bhawani-signs [705,536,941,556]
black-dot [625,1480,637,1492]
ad-ganjam-body: ପବିତ୍ର ସ୍ୱାୟତ୍ତ ଶାସନ ଦିବସ-୨୦୨୪ ଅବସରରେ ଗଞ୍ଜାମ ବିଜ୍ଞାପିତ ଅଞ୍ଚଳର ସମସ୍ତ ନାଗରିକଙ୍କୁ ହାର୍ଦ୍ଦିକ ଶୁଭେଚ୍ଛା। Swachh Survekshan-2024 ରେ ଭାଗ ନେଇ ସହରକୁ ସ୍ୱଚ୍ଛ ରଖନ୍ତୁ। ଆବର୍ଜନା ଅଲଗା କରି ଦିଅନ୍ତୁ। ପ୍ଲାଷ୍ଟିକ ବ୍ୟବହାର ବନ୍ଦ କରନ୍ତୁ। ଟ୍ରେଡ ଲାଇସେନ୍ସ (Trade Licence) ନବୀକରଣ କରନ୍ତୁ। Website ଏବଂ Social Media Pages କୁ ଅନୁସରଣ କରନ୍ତୁ। [244,789,464,853]
ad-katni-sub: ସର୍ବସାଧାରଣ ନିମନ୍ତେ ସୂଚନା [768,974,878,985]
ad-malkangiri-title-or: ପୌରପରିଷଦ, ମାଲକାନଗିରି [274,1152,394,1166]
emblem-icon [107,753,131,777]
ad-dhenkanal-footer: ଆପଣଙ୍କ ସେବାରେ ଢେଙ୍କାନାଳ ପୌରପାଳିକା [280,1093,432,1103]
ad-kesinga-footer: ସମସ୍ତ ପାର୍ଷଦ ବୃନ୍ଦ, କେସିଙ୍ଗା [537,1311,637,1321]
ad-nayagarh-footer: ଓ ସମସ୍ତ କାଉନସିଲର ବୃନ୍ଦ, ପୌର ପରିଷଦ, ନୟାଗଡ଼ [30,901,208,911]
ad-ganjam-title: ବିଜ୍ଞାପିତ ଅଞ୍ଚଳ ପରିଷଦ, ଗଞ୍ଜାମ [239,763,469,786]
ad-paradip-title: ପାରାଦ୍ୱୀପ ପୌର ପରିଷଦ, ପାରାଦ୍ୱୀପ [5,569,235,589]
ad-puru-header [705,1093,941,1123]
ad-asika-signs [5,1343,235,1361]
ad-odagaon-body: ସ୍ୱାୟତ୍ତ ଶାସନ ଦିବସ ଅବସରରେ ଓଡ଼ଗାଁ ବିଜ୍ଞାପିତ ଅଞ୍ଚଳ ପରିଷଦର ସମସ୍ତ ଅଧିବାସୀଙ୍କୁ ଆନ୍ତରିକ ଶୁଭେଚ୍ଛା ଓ ଅଭିନନ୍ଦନ। ସହରକୁ ସ୍ୱଚ୍ଛ ଓ ସୁନ୍ଦର ରଖିବାରେ ସମସ୍ତଙ୍କ ସହଯୋଗ କାମନା କରୁଛୁ। [480,639,694,670]
ad-kantabanji-body: ସ୍ୱାୟତ୍ତ ଶାସନ ଦିବସ ଉପଲକ୍ଷେ ସମସ୍ତଙ୍କୁ ଶୁଭେଚ୍ଛା। ୧. ଘରର ଆବର୍ଜନା ଅଲଗା କରି ଦିଅନ୍ତୁ। ୨. ପ୍ଲାଷ୍ଟିକ ମୁକ୍ତ ସହର ଗଢ଼ନ୍ତୁ। ୩. ସମୟରେ ଟିକସ ଦିଅନ୍ତୁ। [246,602,466,633]
ad-katni-title: କଟକୀ ପୌର ପରିଷଦ, କଟକୀ [738,939,863,953]
story-subhead: ୫୩ ବର୍ଷରେ ରାୟଗଡ଼ା ପୌର ପରିଷଦ [178,154,350,197]
ad-padampur-header [475,773,699,797]
story-right-col1-cont: ନଦୀ ଦ୍ୱାରା ଘେରି ରହିଥିବାରୁ ସହରର ବିସ୍ତାର ସମ୍ଭବ ହୋଇପାରୁନି। ପୁରୁଣା ସହରରେ ଅଣଓସାରିଆ ରାସ୍ତା, ଜଳନିଷ୍କାସନ ସମସ୍ୟା ଏବଂ ଯାନଜଟ ଲୋକଙ୍କୁ ହଇରାଣ କରୁଛି। ଶତାବ୍ଦୀ ପୁରୁଣା ସହରର ଐତିହ୍ୟ ସୁରକ୍ଷା ସହ ଆଧୁନିକ ସୁବିଧା ଯୋଗାଇବା ଏକ ଆହ୍ୱାନ ପାଲଟିଛି। [360,223,548,281]
ad-bhawani-footer: ସମସ୍ତ ପାର୍ଷଦ ବୃନ୍ଦ, ଭବାନୀପାଟଣା ପୌରପରିଷଦ [705,558,941,574]
story-left-body [4,272,352,548]
ad-padampur-body: ୧. ଯଥା ସମୟରେ ଟିକସ ପୈଠ କରନ୍ତୁ। ୨. ପରିଷ୍କାର ପରିଚ୍ଛନ୍ନତା ବଜାୟ ରଖନ୍ତୁ। ୩. ସର୍ବସାଧାରଣ ସ୍ଥାନରେ ଆବର୍ଜନା ପକାନ୍ତୁ ନାହିଁ। ୪. ପାନୀୟ ଜଳର ଅପଚୟ କରନ୍ତୁ ନାହିଁ। ୫. ପ୍ଲାଷ୍ଟିକ ବ୍ୟବହାର ବନ୍ଦ କରନ୍ତୁ। ୬. ପରିବେଶ ସୁରକ୍ଷା ପାଇଁ ବୃକ୍ଷରୋପଣ କରନ୍ତୁ। [480,846,694,888]
ad-kabi-sub: ଆପଣଙ୍କ ସେବାରେ କବିସୂର୍ଯ୍ୟନଗର ବିଜ୍ଞାପିତ ଅଞ୍ଚଳ [502,441,672,451]
ad-puru-body2: ସ୍ୱାୟତ୍ତ ଶାସନ ଦିବସ ଅବସରରେ ପୁରୁଷୋତ୍ତମପୁର ସହରର ସମସ୍ତ ନାଗରିକଙ୍କୁ ଶୁଭେଚ୍ଛା। ସହରକୁ ସ୍ୱଚ୍ଛ ରଖିବା ପାଇଁ ଘରୁ ଆବର୍ଜନା ଅଲଗା କରି ଦିଅନ୍ତୁ। ସମୟରେ ଟିକସ ଦିଅନ୍ତୁ। ପ୍ଲାଷ୍ଟିକ ବ୍ୟବହାର ବନ୍ଦ କରନ୍ତୁ। ଡ୍ରେନରେ ଆବର୍ଜନା ପକାନ୍ତୁ ନାହିଁ। [710,1192,936,1241]
ad-paradip-p1: ୧. ଏକକ ବ୍ୟବହାର ପ୍ଲାଷ୍ଟିକ ବ୍ୟବହାର ନକରନ୍ତୁ। [10,618,170,627]
ad-bhawani-sign-right-role: ନିର୍ବାହୀ ଅଧିକାରୀ [878,546,931,556]
ad-nayagarh-signs [5,883,233,901]
ad-asika-contact: (E-mail: askanac@gmail.com, Ph.No.-06822-273068) [20,1163,220,1181]
ad-khallikot-title: ବିଜ୍ଞାପିତ ଅଞ୍ଚଳ ପରିଷଦ, ଖଲ୍ଲିକୋଟ, ଗଞ୍ଜାମ [508,1000,670,1011]
ad-malkangiri [240,1142,472,1474]
magenta-dot [455,1480,467,1492]
gray-block [527,1480,541,1492]
ad-padampur-footer: ଓ ପରିଷଦର ସମସ୍ତ କାଉନସିଲର ବୃନ୍ଦ [524,900,650,910]
ad-padampur-contact: Phone No:06683-223436 Email Id:-nac.padampur@gmail.com [525,800,649,819]
ad-nayagarh-sign-right: ଶ୍ରୀମତୀ ନିରୁପମା ଓଝା [151,887,227,897]
ad-puru-names [705,1305,941,1323]
ad-sunabeda-title: ପୌରପରିଷଦ କାର୍ଯ୍ୟାଳୟ, ସୁନାବେଡ଼ା [705,339,941,359]
ad-katni-contact: E-mail: municipalitykatni@gmail.com, Phone No.- 0674-2490826 [717,962,929,970]
print-registration-bar [0,1478,945,1496]
headline-right-rule [502,146,942,148]
ad-nayagarh-title: ବିକାଶପଥେ ପୌର ପରିଷଦ, ନୟାଗଡ଼ [12,779,226,797]
ad-bhawani-body: ନିଖିଳ ଭାରତ ସ୍ୱାୟତ୍ତ ଶାସନ ଦିବସ, ୨୦୨୪ ଉପଲକ୍ଷେ ସମସ୍ତଙ୍କୁ ହାର୍ଦ୍ଦିକ ଅଭିନନ୍ଦନ ଜଣାଉଛି ଏବଂ ସଙ୍ଗେ ସଙ୍ଗେ ଭବାନୀପାଟଣା ପୌରପାଳିକାର ସର୍ବାଙ୍ଗୀନ ଉନ୍ନତି ନିମନ୍ତେ ସହଯୋଗ କାମନା କରୁଛି। [710,479,936,532]
black-dot [378,1480,390,1492]
